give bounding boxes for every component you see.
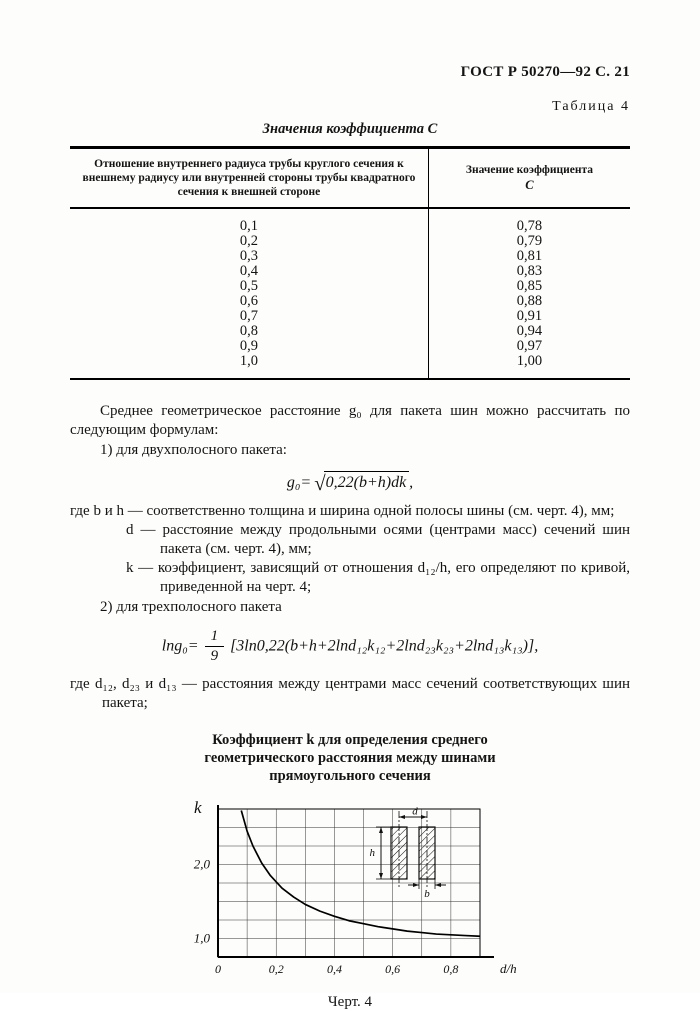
dimension-label-d: d — [412, 805, 418, 817]
x-tick-label: 0,4 — [326, 961, 342, 976]
dimension-label-h: h — [369, 846, 375, 859]
body-text — [70, 402, 630, 713]
fraction: $\frac{1}{9}$ — [205, 628, 225, 666]
formula-radicand: 0,22(b+h)dk — [324, 471, 410, 492]
list-item-2: 2) для трехполосного пакета — [100, 599, 282, 615]
formula-lhs: g₀= — [286, 474, 312, 491]
busbar-section — [419, 827, 435, 879]
definition-item: где b и h — соответственно толщина и ширина одной полосы шины (см. черт. 4), мм; — [70, 503, 615, 519]
formula-three-strip — [70, 628, 630, 666]
radical-sign-icon: √ — [314, 472, 326, 495]
table-row: 0,1 0,78 — [70, 208, 630, 234]
formula-two-strip — [70, 471, 630, 493]
table-row: 0,2 0,79 — [70, 234, 630, 249]
definition-item: d — расстояние между продольными осями (центрами масс) сечений шин пакета (см. черт. 4), мм; — [126, 522, 630, 557]
doc-reference: ГОСТ Р 50270—92 С. 21 — [460, 64, 630, 80]
table-title: Значения коэффициента С — [262, 121, 438, 137]
arrowhead-icon — [421, 815, 427, 819]
paragraph-gmd: Среднее геометрическое расстояние g₀ для пакета шин можно рассчитать по следующим формулам: — [70, 403, 630, 438]
formula-rhs: [3ln0,22(b+h+2lnd₁₂k₁₂+2lnd₂₃k₂₃+2lnd₁₃k₁₃)], — [230, 637, 539, 655]
table-row: 0,6 0,88 — [70, 294, 630, 309]
table-row: 1,0 1,00 — [70, 354, 630, 379]
arrowhead-icon — [379, 873, 383, 879]
x-tick-label: 0 — [215, 961, 221, 976]
k-coefficient-chart — [152, 793, 548, 983]
figure-title: Коэффициент k для определения среднего геометрического расстояния между шинами прямоугольного сечения — [204, 731, 496, 784]
arrowhead-icon — [399, 815, 405, 819]
table-label: Таблица 4 — [552, 99, 630, 114]
list-item-1: 1) для двухполосного пакета: — [100, 442, 287, 458]
x-tick-label: 0,8 — [443, 961, 459, 976]
figure-caption: Черт. 4 — [327, 993, 373, 1010]
definitions-list — [70, 502, 630, 597]
x-axis-label: d/h — [500, 960, 517, 976]
arrowhead-icon — [413, 883, 419, 887]
table-row: 0,5 0,85 — [70, 279, 630, 294]
formula-lhs: lng₀= — [161, 637, 199, 655]
definition-item: где d₁₂, d₂₃ и d₁₃ — расстояния между центрами масс сечений соответствующих шин пакета; — [70, 675, 630, 711]
table-row: 0,9 0,97 — [70, 339, 630, 354]
table-row: 0,4 0,83 — [70, 264, 630, 279]
y-tick-label: 1,0 — [193, 930, 210, 945]
arrowhead-icon — [379, 827, 383, 833]
x-tick-label: 0,2 — [268, 961, 284, 976]
table-col1-header: Отношение внутреннего радиуса трубы круглого сечения к внешнему радиусу или внутренней стороны трубы квадратного сечения к внешней стороне — [70, 148, 428, 209]
definition-item: k — коэффициент, зависящий от отношения d₁₂/h, его определяют по кривой, приведенной на черт. 4; — [126, 560, 630, 595]
busbar-inset-diagram — [370, 805, 447, 900]
coefficient-table — [70, 146, 630, 380]
busbar-section — [391, 827, 407, 879]
table-row: 0,3 0,81 — [70, 249, 630, 264]
figure-chart — [70, 793, 630, 988]
arrowhead-icon — [435, 883, 441, 887]
formula-tail: , — [409, 474, 414, 491]
table-col2-header: Значение коэффициента С — [428, 148, 630, 209]
table-row: 0,7 0,91 — [70, 309, 630, 324]
table-row: 0,8 0,94 — [70, 324, 630, 339]
y-tick-label: 2,0 — [193, 856, 210, 871]
dimension-label-b: b — [424, 887, 430, 900]
k-curve — [241, 810, 480, 936]
y-axis-label: k — [194, 797, 202, 817]
x-tick-label: 0,6 — [385, 961, 401, 976]
